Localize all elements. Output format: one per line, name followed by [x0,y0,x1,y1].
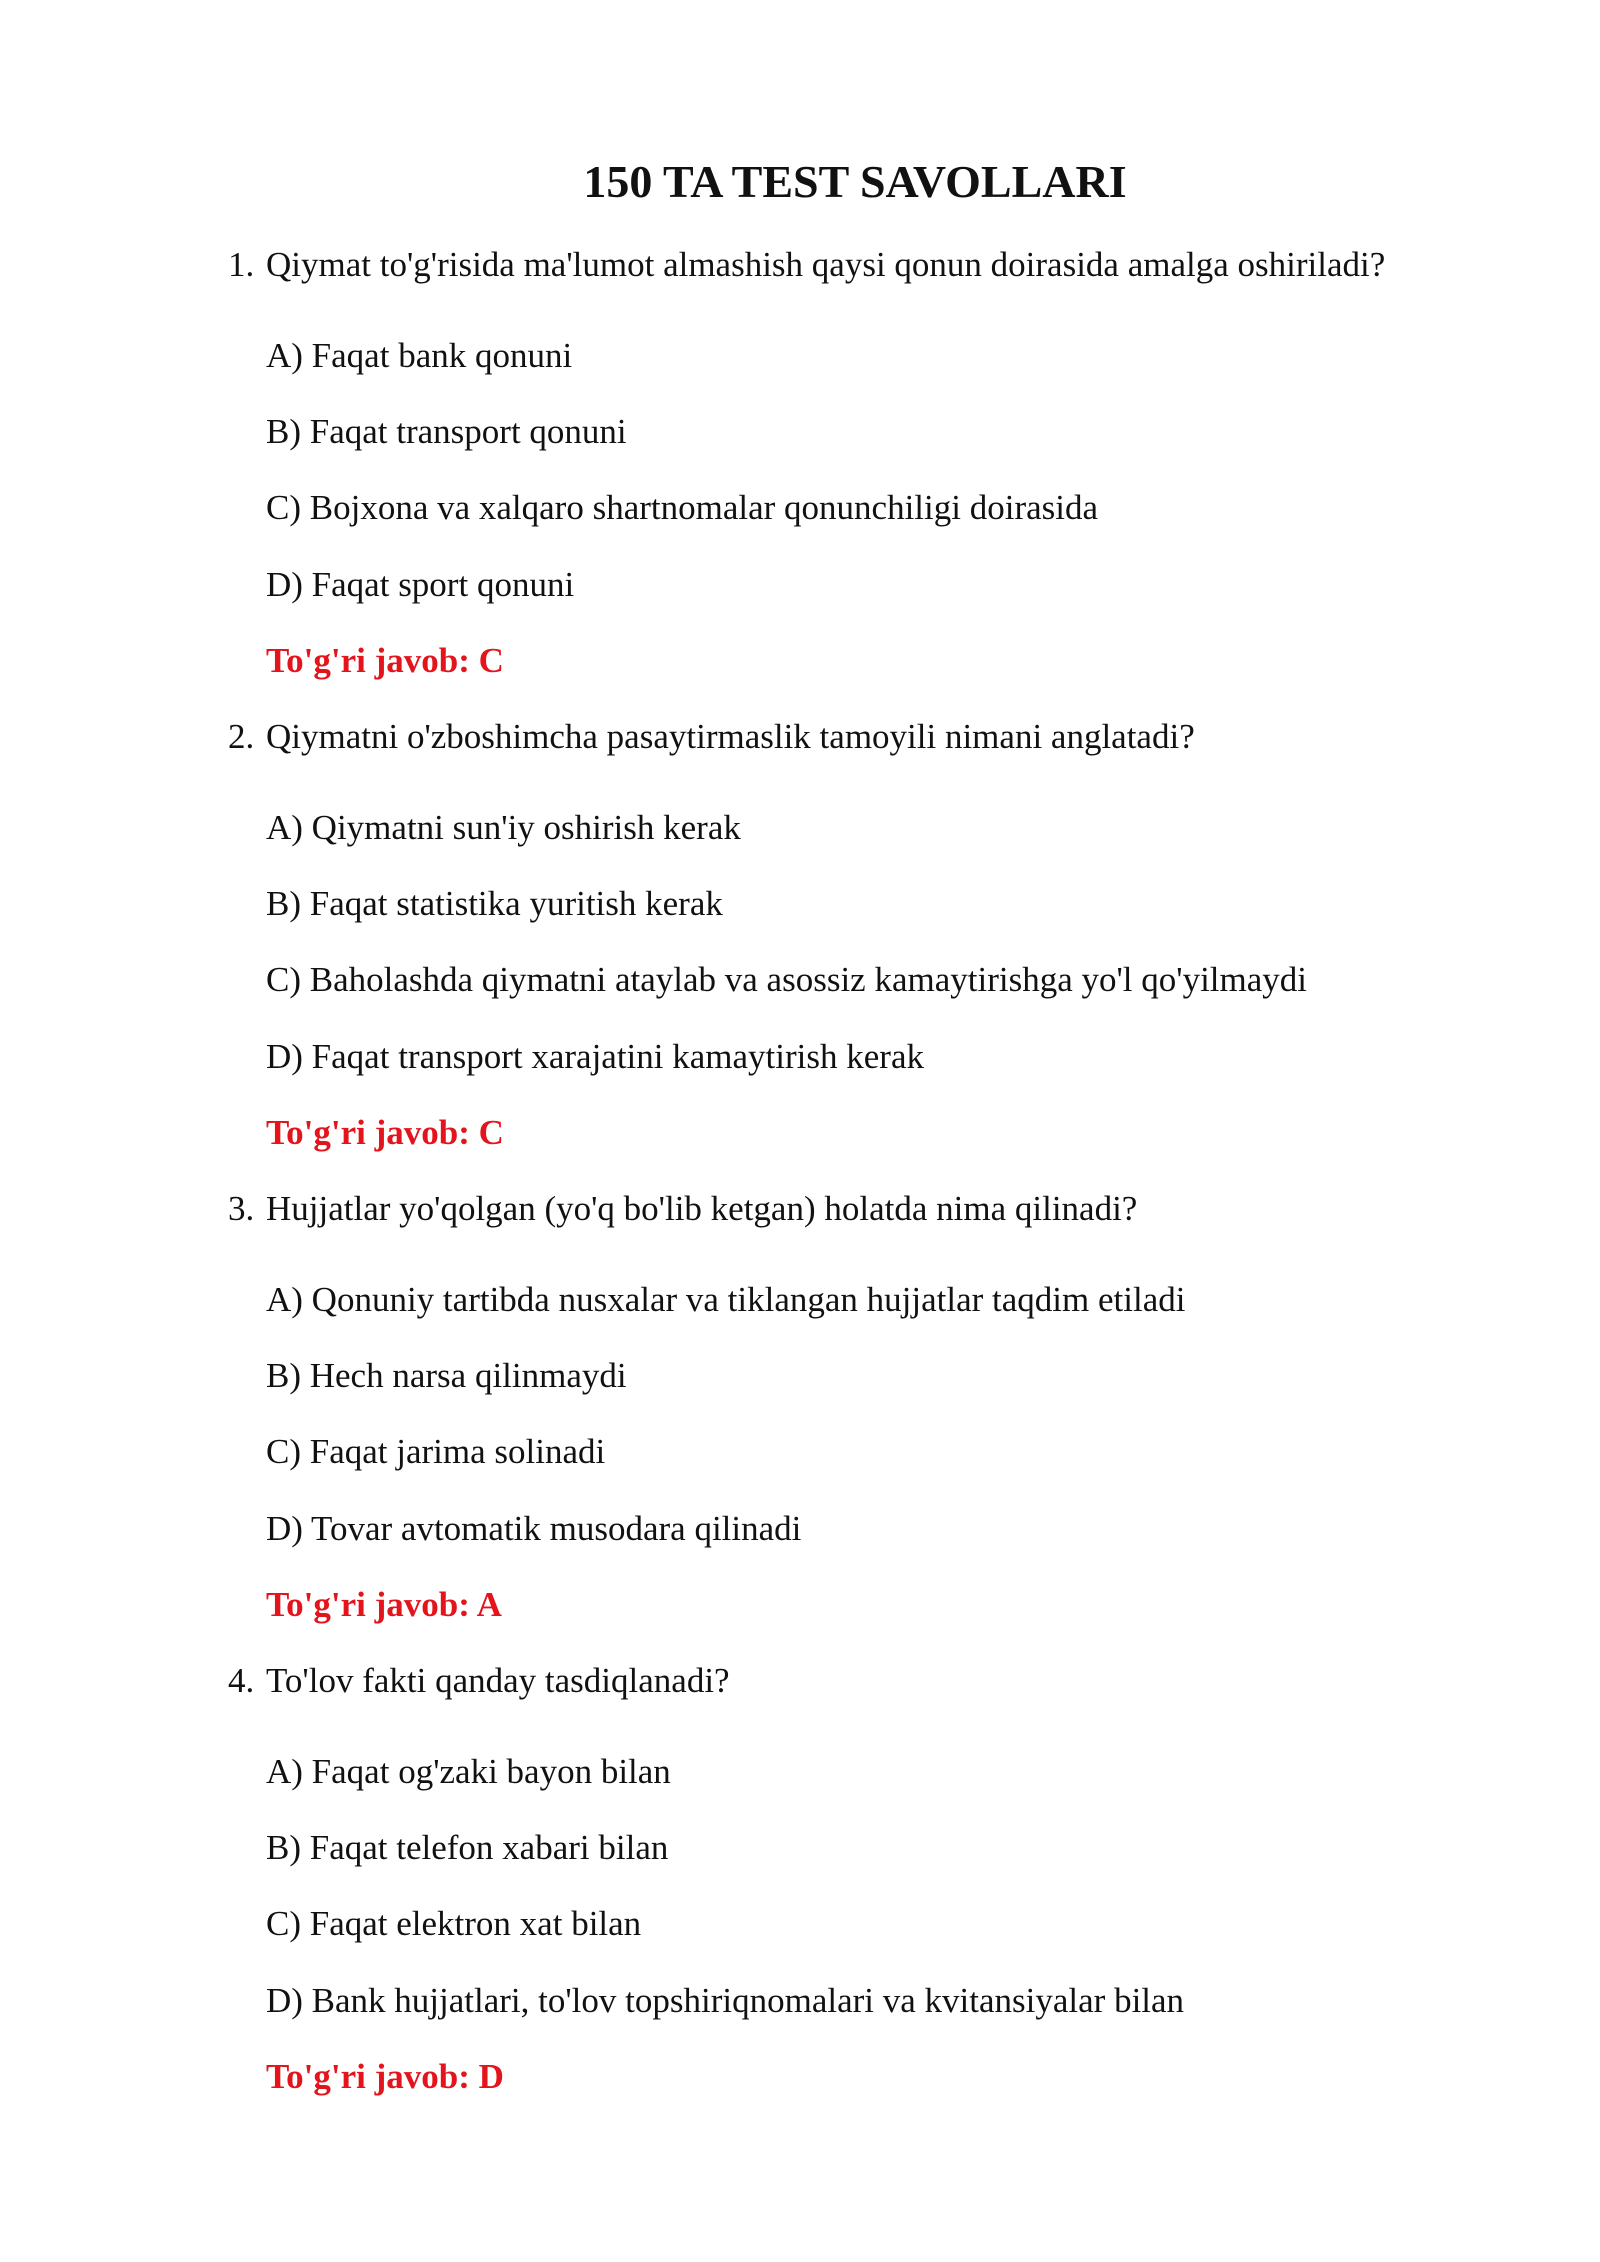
option-c: C) Faqat elektron xat bilan [266,1904,642,1943]
option-b: B) Faqat telefon xabari bilan [266,1828,669,1867]
option-a: A) Faqat bank qonuni [266,336,573,375]
question-label: Qiymat to'g'risida ma'lumot almashish qaysi qonun doirasida amalga oshiriladi? [266,245,1386,284]
option-b: B) Hech narsa qilinmaydi [266,1356,627,1395]
option-d: D) Faqat sport qonuni [266,565,575,604]
question-text [228,713,1195,761]
page-title: 150 TA TEST SAVOLLARI [583,156,1127,207]
question-text [228,1657,730,1705]
question-number: 2. [228,717,255,756]
question-number: 1. [228,245,255,284]
option-d: D) Faqat transport xarajatini kamaytirish kerak [266,1037,924,1076]
option-d: D) Tovar avtomatik musodara qilinadi [266,1509,802,1548]
option-a: A) Qiymatni sun'iy oshirish kerak [266,808,741,847]
question-number: 4. [228,1661,255,1700]
question-label: To'lov fakti qanday tasdiqlanadi? [266,1661,730,1700]
correct-answer: To'g'ri javob: C [266,1113,504,1152]
question-label: Hujjatlar yo'qolgan (yo'q bo'lib ketgan) holatda nima qilinadi? [266,1189,1138,1228]
option-a: A) Faqat og'zaki bayon bilan [266,1752,671,1791]
question-label: Qiymatni o'zboshimcha pasaytirmaslik tamoyili nimani anglatadi? [266,717,1195,756]
question-number: 3. [228,1189,255,1228]
correct-answer: To'g'ri javob: A [266,1585,502,1624]
option-c: C) Baholashda qiymatni ataylab va asossiz kamaytirishga yo'l qo'yilmaydi [266,960,1308,999]
option-a: A) Qonuniy tartibda nusxalar va tiklangan hujjatlar taqdim etiladi [266,1280,1186,1319]
option-b: B) Faqat statistika yuritish kerak [266,884,723,923]
option-d: D) Bank hujjatlari, to'lov topshiriqnomalari va kvitansiyalar bilan [266,1981,1185,2020]
correct-answer: To'g'ri javob: C [266,641,504,680]
option-b: B) Faqat transport qonuni [266,412,627,451]
correct-answer: To'g'ri javob: D [266,2057,504,2096]
question-text [228,241,1385,289]
option-c: C) Bojxona va xalqaro shartnomalar qonunchiligi doirasida [266,488,1099,527]
question-text [228,1185,1137,1233]
option-c: C) Faqat jarima solinadi [266,1432,606,1471]
